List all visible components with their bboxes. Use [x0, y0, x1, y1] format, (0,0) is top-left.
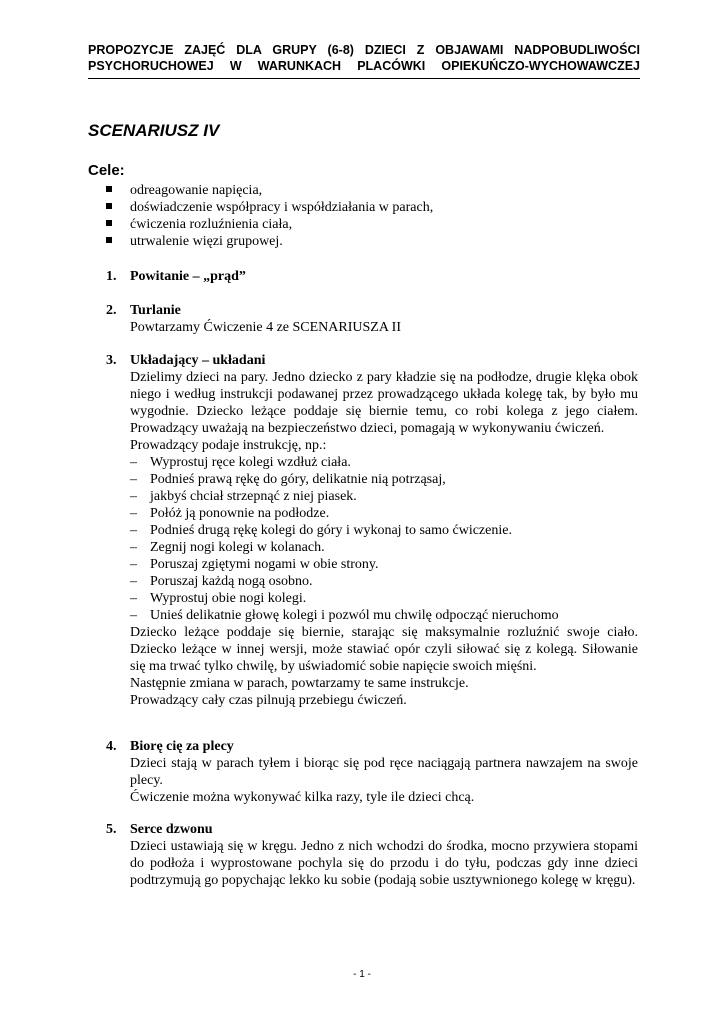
- instruction-item: [130, 505, 638, 522]
- section-heading: [106, 821, 638, 838]
- section-number: 2.: [106, 303, 117, 318]
- goal-item: [106, 233, 433, 250]
- instruction-text: jakbyś chciał strzepnąć z niej piasek.: [150, 489, 357, 504]
- instruction-text: Podnieś prawą rękę do góry, delikatnie nią potrząsaj,: [150, 472, 446, 487]
- running-header: [88, 42, 640, 74]
- section-paragraph: Dzieci ustawiają się w kręgu. Jedno z nich wchodzi do środka, mocno przywiera stopami do podłoża i wyprostowane pochyla się do przodu i do tyłu, podczas gdy inne dzieci podtrzymują go popychając lekko ku sobie (podają sobie usztywnionego kolegę w kręgu).: [130, 839, 638, 888]
- section-heading: [106, 738, 638, 755]
- section-paragraph: Dzieci stają w parach tyłem i biorąc się pod ręce naciągają partnera nawzajem na swoje plecy.: [130, 756, 638, 788]
- goals-list: [106, 182, 433, 250]
- section-title: Biorę cię za plecy: [130, 739, 234, 754]
- dash-bullet-icon: –: [130, 557, 137, 572]
- dash-bullet-icon: –: [130, 506, 137, 521]
- instruction-item: [130, 590, 638, 607]
- section-2: [106, 302, 638, 336]
- section-paragraph: Ćwiczenie można wykonywać kilka razy, tyle ile dzieci chcą.: [130, 790, 475, 805]
- section-paragraph: Dzielimy dzieci na pary. Jedno dziecko z pary kładzie się na podłodze, drugie klęka obok niego i według instrukcji podawanej przez prowadzącego układa kolegę tak, by było mu wygodnie. Dziecko leżące poddaje się biernie temu, co robi kolega z jego ciałem. Prowadzący uważają na bezpieczeństwo dzieci, pomagają w wykonywaniu ćwiczeń.: [130, 370, 638, 436]
- section-paragraph: Dziecko leżące w innej wersji, może stawiać opór czyli siłować się z kolegą. Siłowanie się ma trwać tylko chwilę, by uświadomić sobie napięcie swoich mięśni.: [130, 642, 638, 674]
- section-paragraph: Następnie zmiana w parach, powtarzamy te same instrukcje.: [130, 676, 469, 691]
- instruction-text: Zegnij nogi kolegi w kolanach.: [150, 540, 325, 555]
- square-bullet-icon: [106, 186, 112, 192]
- instruction-item: [130, 454, 638, 471]
- section-5: [106, 821, 638, 889]
- section-paragraph: Dziecko leżące poddaje się biernie, starając się maksymalnie rozluźnić swoje ciało.: [130, 625, 638, 640]
- dash-bullet-icon: –: [130, 574, 137, 589]
- section-3: [106, 352, 638, 709]
- page-number: - 1 -: [353, 969, 371, 980]
- instruction-item: [130, 607, 638, 624]
- section-number: 4.: [106, 739, 117, 754]
- dash-bullet-icon: –: [130, 591, 137, 606]
- section-body: Powtarzamy Ćwiczenie 4 ze SCENARIUSZA II: [130, 320, 401, 335]
- goal-text: utrwalenie więzi grupowej.: [130, 234, 283, 249]
- dash-bullet-icon: –: [130, 489, 137, 504]
- instruction-text: Wyprostuj ręce kolegi wzdłuż ciała.: [150, 455, 351, 470]
- section-heading: [106, 352, 638, 369]
- goal-text: odreagowanie napięcia,: [130, 183, 263, 198]
- square-bullet-icon: [106, 203, 112, 209]
- dash-bullet-icon: –: [130, 540, 137, 555]
- goal-item: [106, 199, 433, 216]
- instruction-text: Poruszaj zgiętymi nogami w obie strony.: [150, 557, 379, 572]
- section-4: [106, 738, 638, 806]
- instruction-intro: Prowadzący podaje instrukcję, np.:: [130, 438, 327, 453]
- goal-text: doświadczenie współpracy i współdziałania w parach,: [130, 200, 434, 215]
- goals-heading: Cele:: [88, 162, 125, 179]
- section-title: Powitanie – „prąd”: [130, 269, 246, 284]
- instruction-item: [130, 556, 638, 573]
- section-number: 5.: [106, 822, 117, 837]
- instruction-item: [130, 522, 638, 539]
- section-number: 3.: [106, 353, 117, 368]
- header-divider: [88, 78, 640, 79]
- header-line-2: PSYCHORUCHOWEJ W WARUNKACH PLACÓWKI OPIEKUŃCZO-WYCHOWAWCZEJ: [88, 59, 640, 73]
- section-1: [106, 268, 638, 285]
- instruction-item: [130, 471, 638, 488]
- dash-bullet-icon: –: [130, 472, 137, 487]
- goal-text: ćwiczenia rozluźnienia ciała,: [130, 217, 293, 232]
- dash-bullet-icon: –: [130, 455, 137, 470]
- instruction-text: Poruszaj każdą nogą osobno.: [150, 574, 313, 589]
- square-bullet-icon: [106, 237, 112, 243]
- square-bullet-icon: [106, 220, 112, 226]
- section-heading: [106, 268, 638, 285]
- dash-bullet-icon: –: [130, 523, 137, 538]
- instruction-text: Wyprostuj obie nogi kolegi.: [150, 591, 307, 606]
- header-line-1: PROPOZYCJE ZAJĘĆ DLA GRUPY (6-8) DZIECI Z OBJAWAMI NADPOBUDLIWOŚCI: [88, 43, 640, 57]
- section-title: Turlanie: [130, 303, 181, 318]
- goal-item: [106, 216, 433, 233]
- instruction-item: [130, 488, 638, 505]
- instruction-item: [130, 573, 638, 590]
- instruction-text: Podnieś drugą rękę kolegi do góry i wykonaj to samo ćwiczenie.: [150, 523, 512, 538]
- section-title: Serce dzwonu: [130, 822, 213, 837]
- instruction-list: [130, 454, 638, 624]
- section-number: 1.: [106, 269, 117, 284]
- page-title: SCENARIUSZ IV: [88, 121, 220, 140]
- section-title: Układający – układani: [130, 353, 266, 368]
- instruction-item: [130, 539, 638, 556]
- goal-item: [106, 182, 433, 199]
- instruction-text: Unieś delikatnie głowę kolegi i pozwól mu chwilę odpocząć nieruchomo: [150, 608, 559, 623]
- section-paragraph: Prowadzący cały czas pilnują przebiegu ćwiczeń.: [130, 693, 407, 708]
- section-heading: [106, 302, 638, 319]
- dash-bullet-icon: –: [130, 608, 137, 623]
- instruction-text: Połóż ją ponownie na podłodze.: [150, 506, 330, 521]
